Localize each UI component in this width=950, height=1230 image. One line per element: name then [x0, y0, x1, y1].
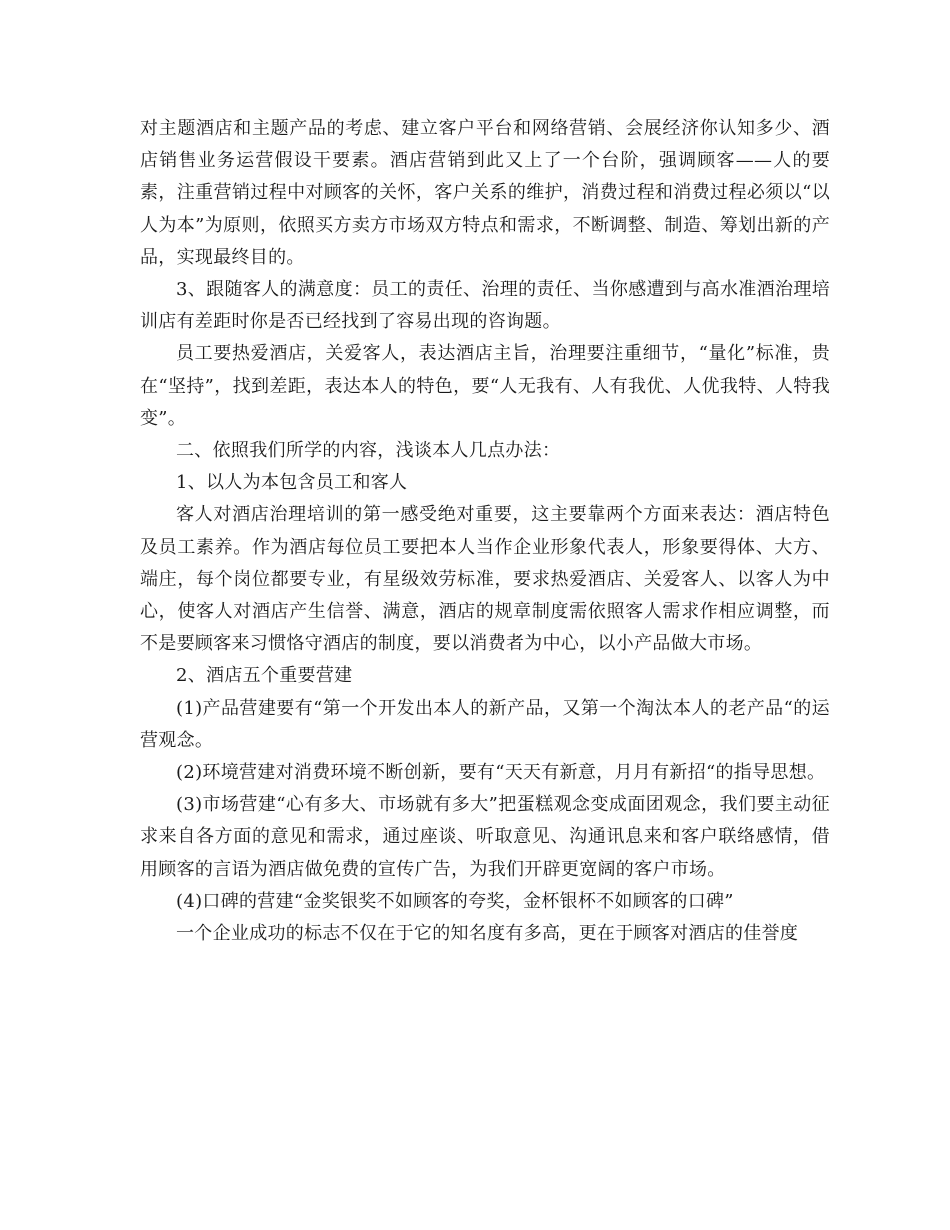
- paragraph-item-3: 3、跟随客人的满意度：员工的责任、治理的责任、当你感遭到与高水准酒治理培训店有差距时你是否已经找到了容易出现的咨询题。: [140, 279, 830, 333]
- section-heading-2: 二、依照我们所学的内容，浅谈本人几点办法：: [176, 440, 561, 462]
- paragraph-continuation: 对主题酒店和主题产品的考虑、建立客户平台和网络营销、会展经济你认知多少、酒店销售业务运营假设干要素。酒店营销到此又上了一个台阶，强调顾客——人的要素，注重营销过程中对顾客的关怀，客户关系的维护，消费过程和消费过程必须以“以人为本”为原则，依照买方卖方市场双方特点和需求，不断调整、制造、筹划出新的产品，实现最终目的。: [140, 118, 830, 268]
- document-body: [140, 113, 830, 950]
- list-item-environment: (2)环境营建对消费环境不断创新，要有“天天有新意，月月有新招“的指导思想。: [176, 762, 826, 784]
- paragraph-employee: 员工要热爱酒店，关爱客人，表达酒店主旨，治理要注重细节，“量化”标准，贵在“坚持”，找到差距，表达本人的特色，要“人无我有、人有我优、人优我特、人特我变”。: [140, 343, 830, 429]
- list-item-product: (1)产品营建要有“第一个开发出本人的新产品，又第一个淘汰本人的老产品“的运营观念。: [140, 697, 830, 751]
- paragraph-success: 一个企业成功的标志不仅在于它的知名度有多高，更在于顾客对酒店的佳誉度: [176, 923, 799, 945]
- subheading-1: 1、以人为本包含员工和客人: [176, 472, 408, 494]
- list-item-reputation: (4)口碑的营建“金奖银奖不如顾客的夸奖，金杯银杯不如顾客的口碑”: [176, 890, 734, 912]
- list-item-market: (3)市场营建“心有多大、市场就有多大”把蛋糕观念变成面团观念，我们要主动征求来自各方面的意见和需求，通过座谈、听取意见、沟通讯息来和客户联络感情，借用顾客的言语为酒店做免费的宣传广告，为我们开辟更宽阔的客户市场。: [140, 794, 830, 880]
- subheading-2: 2、酒店五个重要营建: [176, 665, 353, 687]
- paragraph-first-impression: 客人对酒店治理培训的第一感受绝对重要，这主要靠两个方面来表达：酒店特色及员工素养。作为酒店每位员工要把本人当作企业形象代表人，形象要得体、大方、端庄，每个岗位都要专业，有星级效劳标准，要求热爱酒店、关爱客人、以客人为中心，使客人对酒店产生信誉、满意，酒店的规章制度需依照客人需求作相应调整，而不是要顾客来习惯恪守酒店的制度，要以消费者为中心，以小产品做大市场。: [140, 504, 830, 655]
